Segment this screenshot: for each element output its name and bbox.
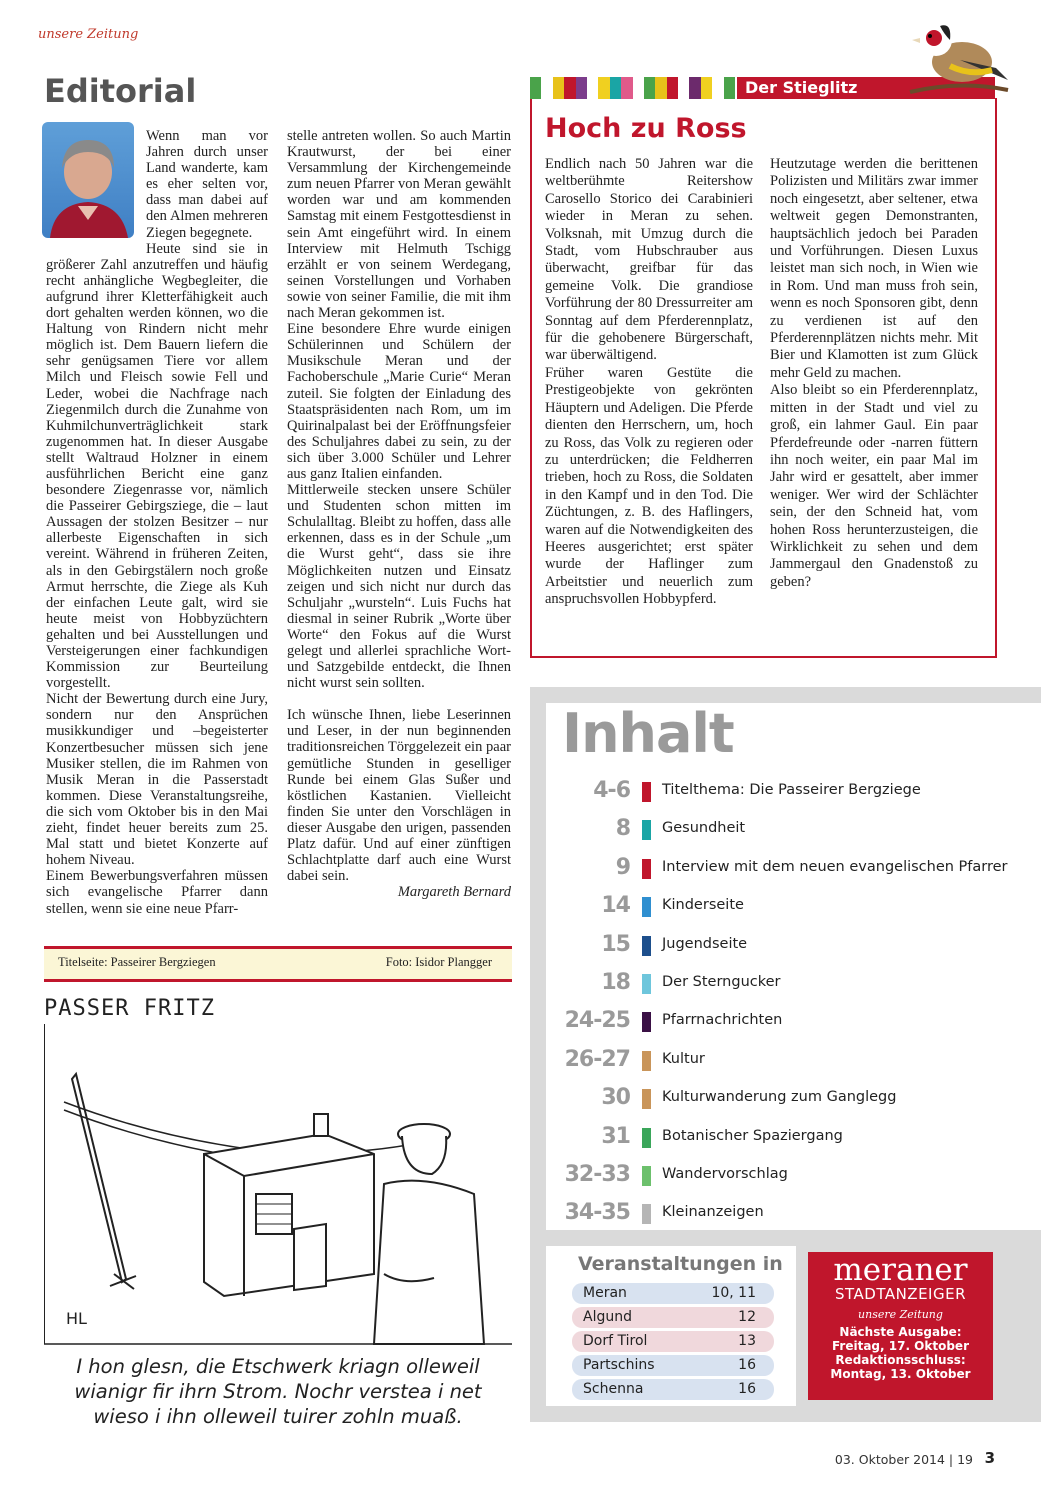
stieglitz-column-1 <box>545 156 753 609</box>
stadtanzeiger-line: Freitag, 17. Oktober <box>831 1339 969 1353</box>
toc-item[interactable] <box>560 1008 1020 1036</box>
toc-color-marker <box>642 1051 651 1071</box>
editorial-paragraph: Mittlerweile stecken unsere Schüler und Studenten schon mitten im Schulalltag. Bleibt zu hoffen, dass alle erkennen, dass es in der Schule „um die Wurst geht“, dass sie ihre Möglichkeiten nutzen und Einsatz zeigen und sich nicht nur durch das Schuljahr „wursteln“. Luis Fuchs hat diesmal in seiner Rubrik „Worte über Worte“ den Fokus auf die Wurst gelegt und allerlei sprachliche Wort- und Satzgebilde entdeckt, die Ihnen nicht wurst sein sollten. <box>287 482 511 692</box>
cartoon-caption <box>44 1354 512 1429</box>
inhalt-title: Inhalt <box>562 702 734 765</box>
toc-label: Der Sterngucker <box>662 974 781 990</box>
stieglitz-paragraph: Heutzutage werden die berittenen Polizisten und Militärs zwar immer noch eingesetzt, aber seltener, etwa weltweit gegen Demonstranten, hauptsächlich jedoch bei Paraden und Vorführungen. Diesen Luxus leistet man sich noch, in Wien wie in Rom. Und man muss froh sein, wenn es noch Sponsoren gibt, denn zu verdienen ist auf den Pferderennplätzen nichts mehr. Mit Bier und Klamotten ist zum Glück mehr Geld zu machen. <box>770 156 978 381</box>
toc-label: Jugendseite <box>662 935 748 952</box>
toc-item[interactable] <box>560 1200 1020 1228</box>
event-place: Schenna <box>583 1381 644 1397</box>
toc-page-number: 8 <box>615 816 630 842</box>
stieglitz-color-strip <box>530 77 735 99</box>
cartoon-drawing <box>44 1024 512 1346</box>
event-pages: 10, 11 <box>711 1285 756 1301</box>
toc-page-number: 32-33 <box>564 1162 630 1187</box>
toc-item[interactable] <box>560 932 1020 960</box>
toc-label: Kinderseite <box>662 897 744 914</box>
cartoon-caption-line: wianigr fir ihrn Strom. Nochr verstea i net <box>74 1380 482 1403</box>
event-place: Meran <box>583 1285 627 1301</box>
event-place: Algund <box>583 1309 632 1325</box>
toc-color-marker <box>642 782 651 802</box>
editorial-paragraph: Einem Bewerbungsverfahren müssen sich evangelische Pfarrer dann stellen, wenn sie eine neue Pfarr- <box>46 868 268 917</box>
brand-logo: unsere Zeitung <box>38 27 139 42</box>
events-title: Veranstaltungen in <box>578 1253 783 1275</box>
cartoon-signature: HL <box>66 1309 87 1328</box>
toc-item[interactable] <box>560 778 1020 806</box>
cover-caption-left: Titelseite: Passeirer Bergziegen <box>58 955 216 969</box>
editorial-column-2 <box>287 128 511 900</box>
event-pages: 13 <box>738 1333 756 1349</box>
toc-label: Titelthema: Die Passeirer Bergziege <box>662 782 921 798</box>
toc-item[interactable] <box>560 1124 1020 1152</box>
toc-page-number: 4-6 <box>593 778 630 803</box>
editorial-paragraph: Ich wünsche Ihnen, liebe Leserinnen und Leser, in der nun beginnenden traditionsreichen Törggelezeit ein paar gemütliche Stunden in geselliger Runde bei einem Glas Sußer und köstlichen Kastanien. Vielleicht finden Sie unter den Vorschlägen in dieser Ausgabe den urigen, passenden Platz dafür. Und auf einer zünftigen Schlachtplatte darf auch eine Wurst dabei sein. <box>287 707 511 885</box>
toc-color-marker <box>642 1166 651 1186</box>
event-pages: 12 <box>738 1309 756 1325</box>
cover-caption-bar <box>44 946 512 982</box>
toc-item[interactable] <box>560 893 1020 921</box>
photo-float <box>46 128 146 254</box>
toc-item[interactable] <box>560 1085 1020 1113</box>
toc-label: Kultur <box>662 1050 705 1067</box>
toc-item[interactable] <box>560 1047 1020 1075</box>
toc-color-marker <box>642 1204 651 1224</box>
toc-page-number: 14 <box>601 893 630 919</box>
toc-label: Wandervorschlag <box>662 1166 788 1182</box>
toc-page-number: 30 <box>601 1085 630 1111</box>
cartoon-caption-line: wieso i ihn olleweil tuirer zohln muaß. <box>93 1405 463 1428</box>
toc-page-number: 24-25 <box>564 1008 630 1034</box>
stadtanzeiger-logo-top: meraner <box>833 1252 968 1288</box>
editorial-paragraph: Heute sind sie in größerer Zahl anzutreffen und häufig recht anhängliche Wegbegleiter, die aufgrund ihrer Kletterfähigkeit auch dort gehalten werden können, wo die Haltung von Rindern nicht mehr möglich ist. Dem Bauern liefern die sehr genügsamen Tiere vor allem Milch und Fleisch sowie Fell und Leder, wobei die Nachfrage nach Ziegenmilch durch die Zunahme von Kuhmilchunverträglichkeit stark zugenommen hat. In dieser Ausgabe stellt Waltraud Holzner in einem ausführlichen Bericht eine ganz besondere Ziegenrasse vor, nämlich die Passeirer Gebirgsziege, die – laut Aussagen der stolzen Besitzer – nur allerbeste Eigenschaften in sich vereint. Während in früheren Zeiten, als in den Gebirgstälern noch große Armut herrschte, die Ziege als Kuh der einfachen Leute galt, wird sie heute meist von Hobbyzüchtern gehalten und bei Ausstellungen und Versteigerungen einer fachkundigen Kommission zur Beurteilung vorgestellt. <box>46 240 268 692</box>
event-item[interactable] <box>572 1283 774 1304</box>
toc-item[interactable] <box>560 970 1020 998</box>
event-item[interactable] <box>572 1307 774 1328</box>
editorial-intro-paragraph: Wenn man vor Jahren durch unser Land wanderte, kam es eher selten vor, dass man dabei auf den Almen mehreren Ziegen begegnete. <box>146 128 268 241</box>
event-item[interactable] <box>572 1331 774 1352</box>
editorial-paragraph: Nicht der Bewertung durch eine Jury, sondern nur den Ansprüchen musikkundiger und –begeisterter Konzertbesucher müssen sich jene Musiker stellen, die im Rahmen von Musik Meran in die Passerstadt kommen. Diese Veranstaltungsreihe, die sich vom Oktober bis in den Mai zieht, findet heuer bereits zum 25. Mal statt und bietet Konzerte auf hohem Niveau. <box>46 691 268 869</box>
cover-caption-right: Foto: Isidor Plangger <box>385 955 492 969</box>
event-item[interactable] <box>572 1379 774 1400</box>
toc-page-number: 9 <box>615 854 630 880</box>
toc-color-marker <box>642 1089 651 1109</box>
cartoon-title: PASSER FRITZ <box>44 996 215 1021</box>
toc-item[interactable] <box>560 1162 1020 1190</box>
event-pages: 16 <box>738 1381 756 1397</box>
toc-page-number: 26-27 <box>564 1046 630 1072</box>
toc-page-number: 18 <box>601 970 630 995</box>
toc-label: Kleinanzeigen <box>662 1204 764 1221</box>
event-place: Partschins <box>583 1357 655 1373</box>
cartoon-caption-line: I hon glesn, die Etschwerk kriagn olleweil <box>76 1355 480 1378</box>
stadtanzeiger-ad[interactable] <box>808 1252 993 1400</box>
toc-label: Gesundheit <box>662 820 746 837</box>
toc-color-marker <box>642 897 651 917</box>
toc-item[interactable] <box>560 816 1020 844</box>
stadtanzeiger-logo-bottom: STADTANZEIGER <box>834 1285 966 1303</box>
stadtanzeiger-line: Redaktionsschluss: <box>835 1353 966 1367</box>
stieglitz-title: Hoch zu Ross <box>545 113 747 144</box>
toc-page-number: 15 <box>601 931 630 957</box>
event-item[interactable] <box>572 1355 774 1376</box>
toc-color-marker <box>642 974 651 994</box>
page-number: 3 <box>984 1449 995 1467</box>
toc-label: Kulturwanderung zum Ganglegg <box>662 1089 897 1106</box>
stieglitz-paragraph: Also bleibt so ein Pferderennplatz, mitten in der Stadt und viel zu groß, ein lahmer Gaul. Ein paar Pferdefreunde oder -narren füttern ihn noch weiter, ein paar Mal im Jahr wird er gesattelt, aber immer weniger. Wer wird der Schlächter sein, der den Schneid hat, vom hohen Ross herunterzusteigen, die Wirklichkeit zu sehen und dem Jammergaul den Gnadenstoß zu geben? <box>770 382 978 590</box>
toc-label: Pfarrnachrichten <box>662 1012 783 1029</box>
toc-color-marker <box>642 1128 651 1148</box>
stieglitz-banner-label: Der Stieglitz <box>745 78 858 97</box>
footer-date: 03. Oktober 2014 | 19 <box>834 1452 973 1467</box>
event-pages: 16 <box>738 1357 756 1373</box>
stadtanzeiger-line: Montag, 13. Oktober <box>830 1367 971 1381</box>
toc-label: Botanischer Spaziergang <box>662 1127 843 1144</box>
editorial-paragraph: Eine besondere Ehre wurde einigen Schülerinnen und Schülern der Musikschule Meran und der Fachoberschule „Marie Curie“ Meran zuteil. Sie folgten der Einladung des Staatspräsidenten nach Rom, um im Quirinalpalast bei der Eröffnungsfeier des Schuljahres dabei zu sein, zu der sich über 3.000 Schüler und Lehrer aus ganz Italien einfanden. <box>287 321 511 482</box>
editorial-title: Editorial <box>44 72 197 110</box>
toc-color-marker <box>642 936 651 956</box>
stadtanzeiger-line: Nächste Ausgabe: <box>839 1325 962 1339</box>
event-place: Dorf Tirol <box>583 1333 648 1349</box>
stieglitz-paragraph: Endlich nach 50 Jahren war die weltberühmte Reitershow Carosello Storico dei Carabinieri wieder in Meran zu sehen. Volksnah, mit Umzug durch die Stadt, vom Hubschrauber aus überwacht, greifbar für das gemeine Volk. Die grandiose Vorführung der 80 Dressurreiter am Sonntag auf dem Pferderennplatz, für die gehobenere Bürgerschaft, war überwältigend. <box>545 156 753 364</box>
editorial-signature: Margareth Bernard <box>397 884 511 901</box>
toc-color-marker <box>642 859 651 879</box>
goldfinch-icon <box>900 10 1012 104</box>
editorial-paragraph: stelle antreten wollen. So auch Martin Krautwurst, der bei einer Versammlung der Kirchengemeinde zum neuen Pfarrer von Meran gewählt worden war und am kommenden Samstag mit einem Festgottesdienst in sein Amt eingeführt wird. In einem Interview mit Helmuth Tschigg erzählt er von seinem Werdegang, seinen Vorstellungen und Vorhaben sowie von seiner Familie, die mit ihm nach Meran gekommen ist. <box>287 128 511 322</box>
stadtanzeiger-brand: unsere Zeitung <box>858 1308 943 1321</box>
toc-item[interactable] <box>560 855 1020 883</box>
toc-page-number: 34-35 <box>564 1200 630 1226</box>
toc-label: Interview mit dem neuen evangelischen Pfarrer <box>662 858 1008 875</box>
toc-page-number: 31 <box>601 1123 630 1149</box>
toc-color-marker <box>642 820 651 840</box>
editorial-column-1 <box>46 128 268 917</box>
stieglitz-paragraph: Früher waren Gestüte die Prestigeobjekte von gekrönten Häuptern und Adeligen. Die Pferde dienten den Herrschern, um, hoch zu Ross, das Volk zu regieren oder zu unterdrücken; die Feldherren trieben, hoch zu Ross, die Soldaten in den Kampf und in den Tod. Die Züchtungen, z. B. des Haflingers, waren auf die Notwendigkeiten des Heeres ausgerichtet; erst später wurde der Haflinger zum Arbeitstier und neuerlich zum anspruchsvollen Hobbypferd. <box>545 364 753 608</box>
toc-color-marker <box>642 1012 651 1032</box>
stieglitz-column-2 <box>770 156 978 591</box>
